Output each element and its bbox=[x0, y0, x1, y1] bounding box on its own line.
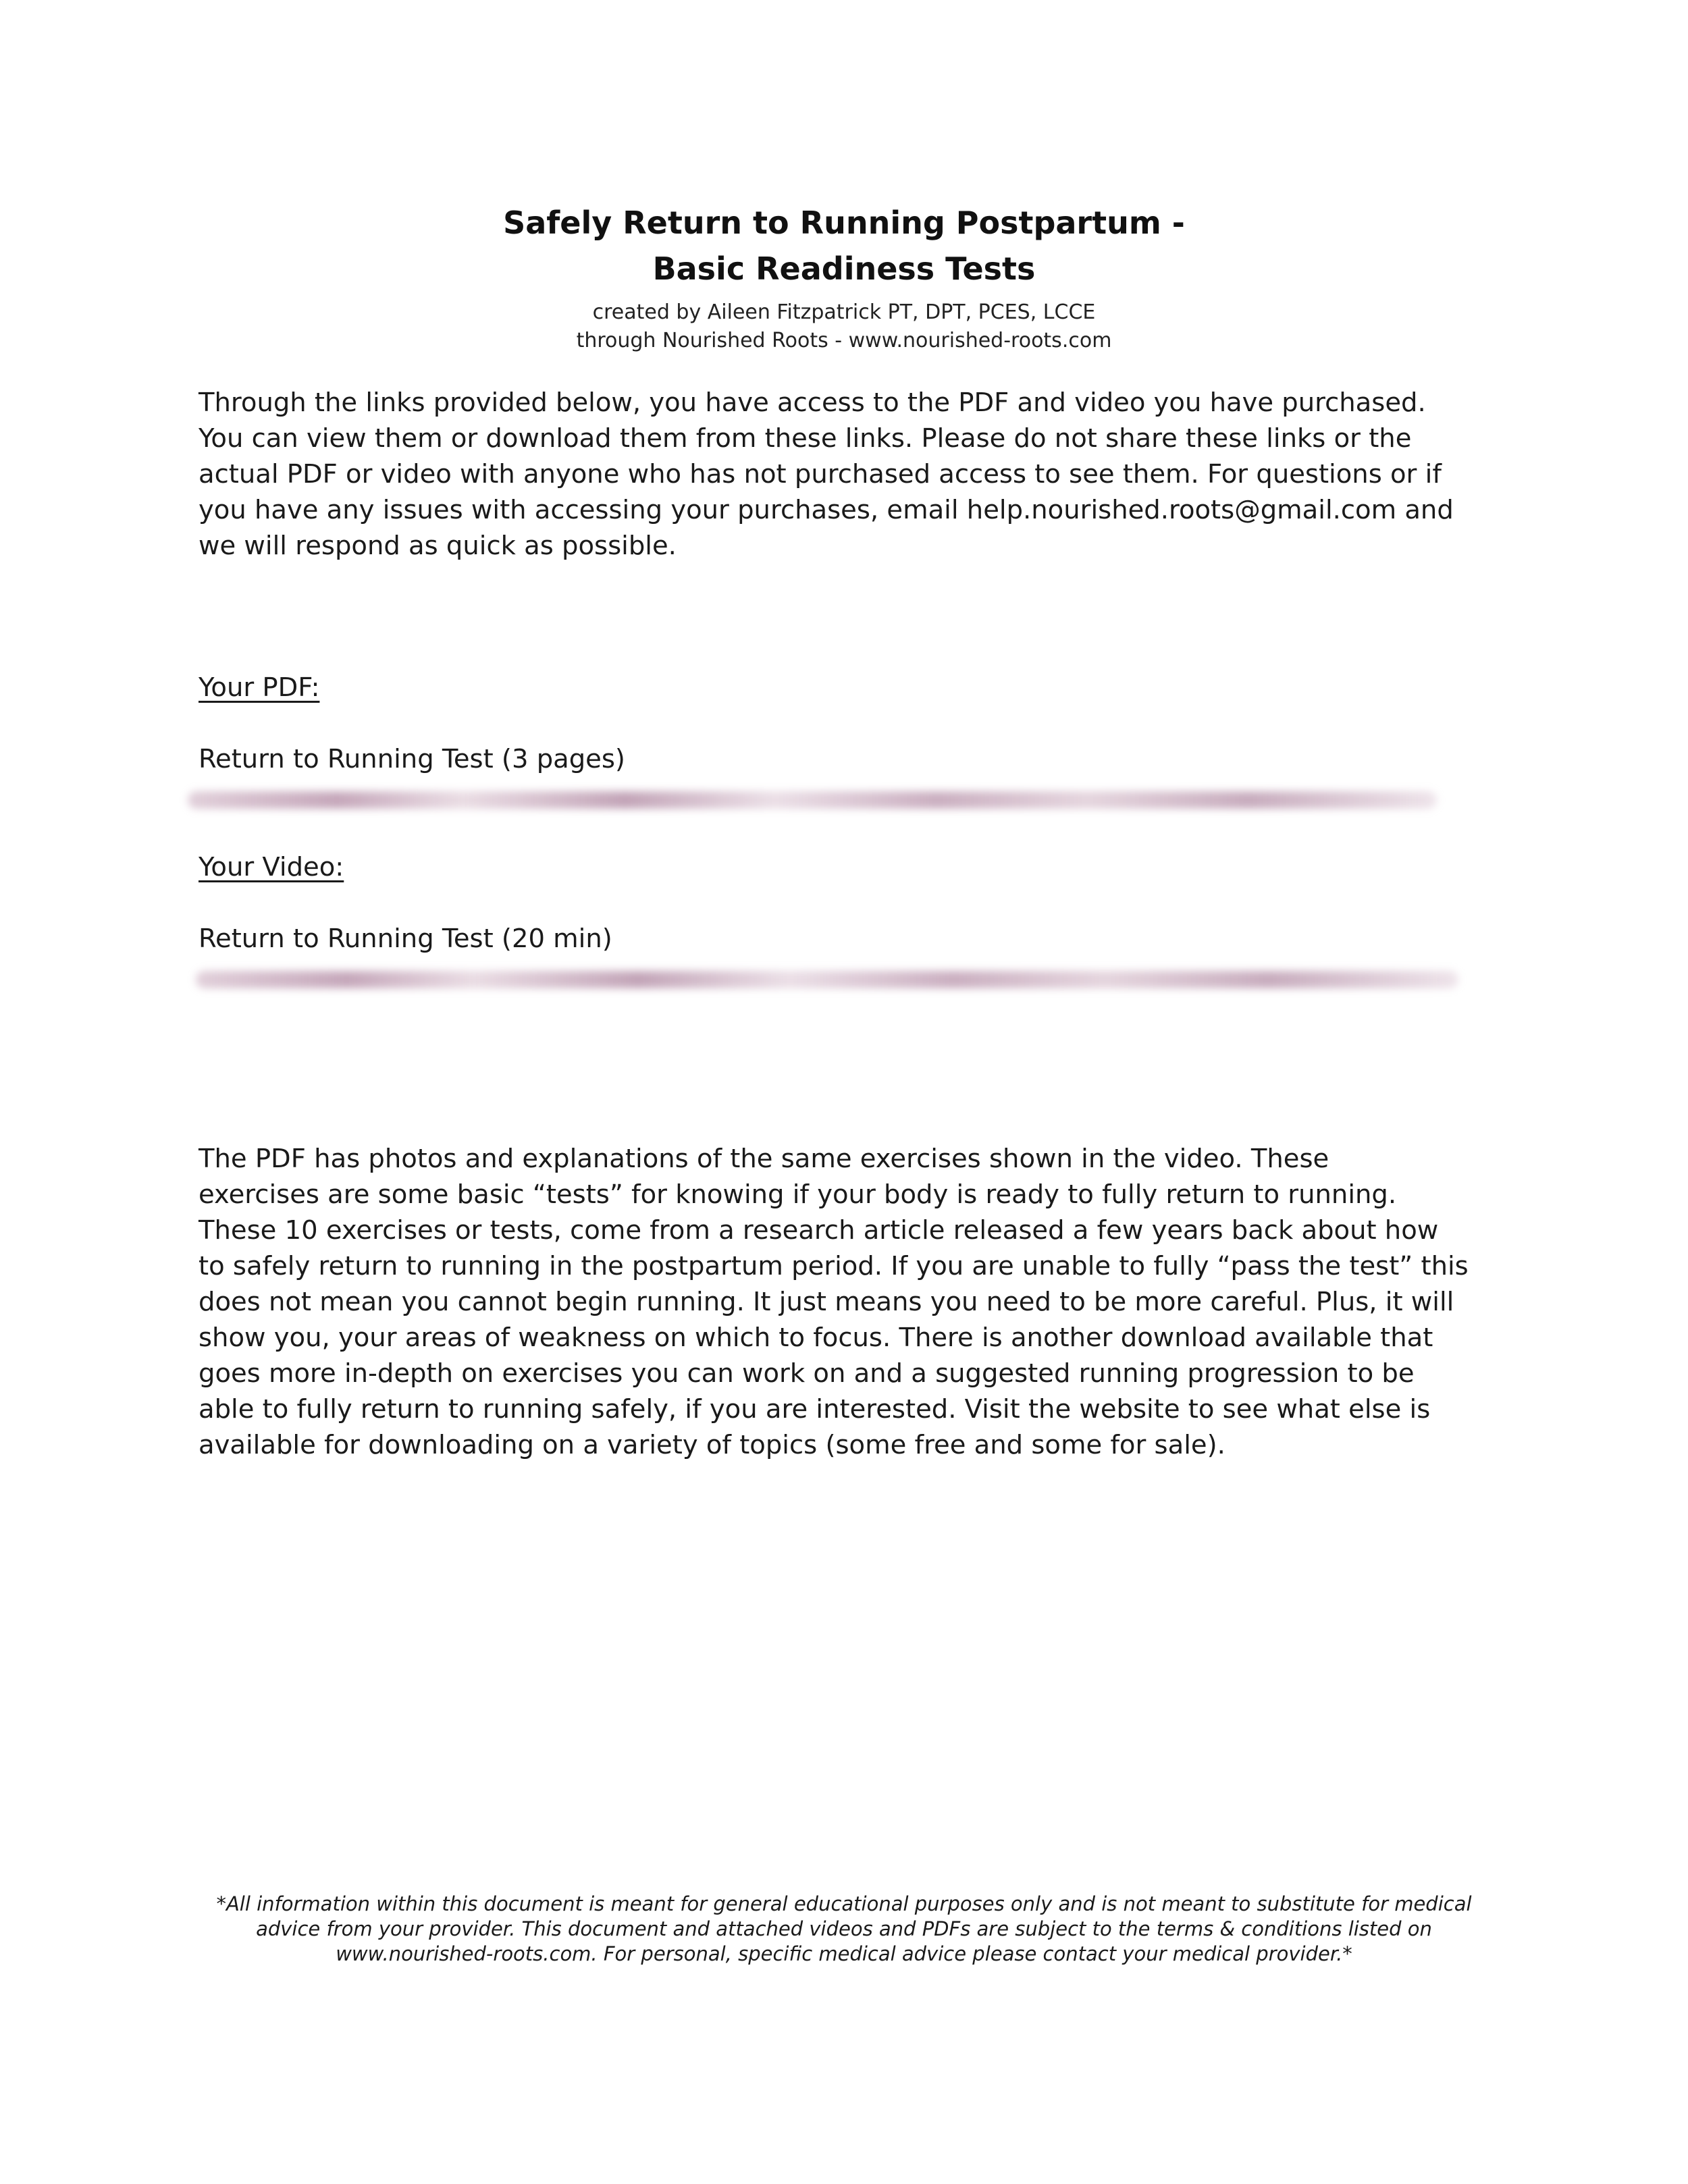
closing-line: goes more in-depth on exercises you can work on and a suggested running progression to be bbox=[199, 1358, 1415, 1389]
document-header bbox=[0, 200, 1688, 355]
closing-line: exercises are some basic “tests” for knowing if your body is ready to fully return to running. bbox=[199, 1179, 1397, 1210]
document-title-line-2: Basic Readiness Tests bbox=[652, 250, 1036, 287]
pdf-section-heading: Your PDF: bbox=[199, 672, 320, 703]
disclaimer-line: *All information within this document is meant for general educational purposes only and is not meant to substitute for medical bbox=[216, 1892, 1472, 1915]
pdf-item-label: Return to Running Test (3 pages) bbox=[199, 744, 625, 774]
intro-line: we will respond as quick as possible. bbox=[199, 531, 677, 561]
intro-line: actual PDF or video with anyone who has not purchased access to see them. For questions or if bbox=[199, 459, 1442, 489]
intro-line: You can view them or download them from these links. Please do not share these links or the bbox=[199, 423, 1412, 454]
author-byline: created by Aileen Fitzpatrick PT, DPT, PCES, LCCE bbox=[592, 300, 1096, 324]
redacted-video-link[interactable] bbox=[196, 971, 1458, 988]
closing-line: The PDF has photos and explanations of the same exercises shown in the video. These bbox=[199, 1144, 1329, 1174]
disclaimer-footer bbox=[0, 1892, 1688, 1967]
organization-byline: through Nourished Roots - www.nourished-roots.com bbox=[576, 329, 1112, 352]
closing-line: able to fully return to running safely, if you are interested. Visit the website to see what else is bbox=[199, 1394, 1431, 1424]
video-item-label: Return to Running Test (20 min) bbox=[199, 924, 612, 954]
video-section-heading: Your Video: bbox=[199, 852, 344, 882]
intro-line: you have any issues with accessing your purchases, email help.nourished.roots@gmail.com and bbox=[199, 495, 1454, 525]
disclaimer-line: www.nourished-roots.com. For personal, specific medical advice please contact your medical provider.* bbox=[336, 1942, 1352, 1965]
closing-line: does not mean you cannot begin running. It just means you need to be more careful. Plus, it will bbox=[199, 1287, 1454, 1317]
disclaimer-line: advice from your provider. This document and attached videos and PDFs are subject to the terms & conditions listed on bbox=[256, 1917, 1432, 1940]
intro-paragraph bbox=[199, 385, 1495, 564]
closing-line: These 10 exercises or tests, come from a research article released a few years back about how bbox=[199, 1215, 1439, 1246]
redacted-pdf-link[interactable] bbox=[188, 791, 1437, 809]
closing-paragraph bbox=[199, 1141, 1495, 1463]
intro-line: Through the links provided below, you have access to the PDF and video you have purchased. bbox=[199, 388, 1426, 418]
document-title-line-1: Safely Return to Running Postpartum - bbox=[503, 205, 1185, 241]
closing-line: to safely return to running in the postpartum period. If you are unable to fully “pass the test” this bbox=[199, 1251, 1469, 1281]
closing-line: show you, your areas of weakness on which to focus. There is another download available that bbox=[199, 1323, 1433, 1353]
closing-line: available for downloading on a variety of topics (some free and some for sale). bbox=[199, 1430, 1225, 1460]
